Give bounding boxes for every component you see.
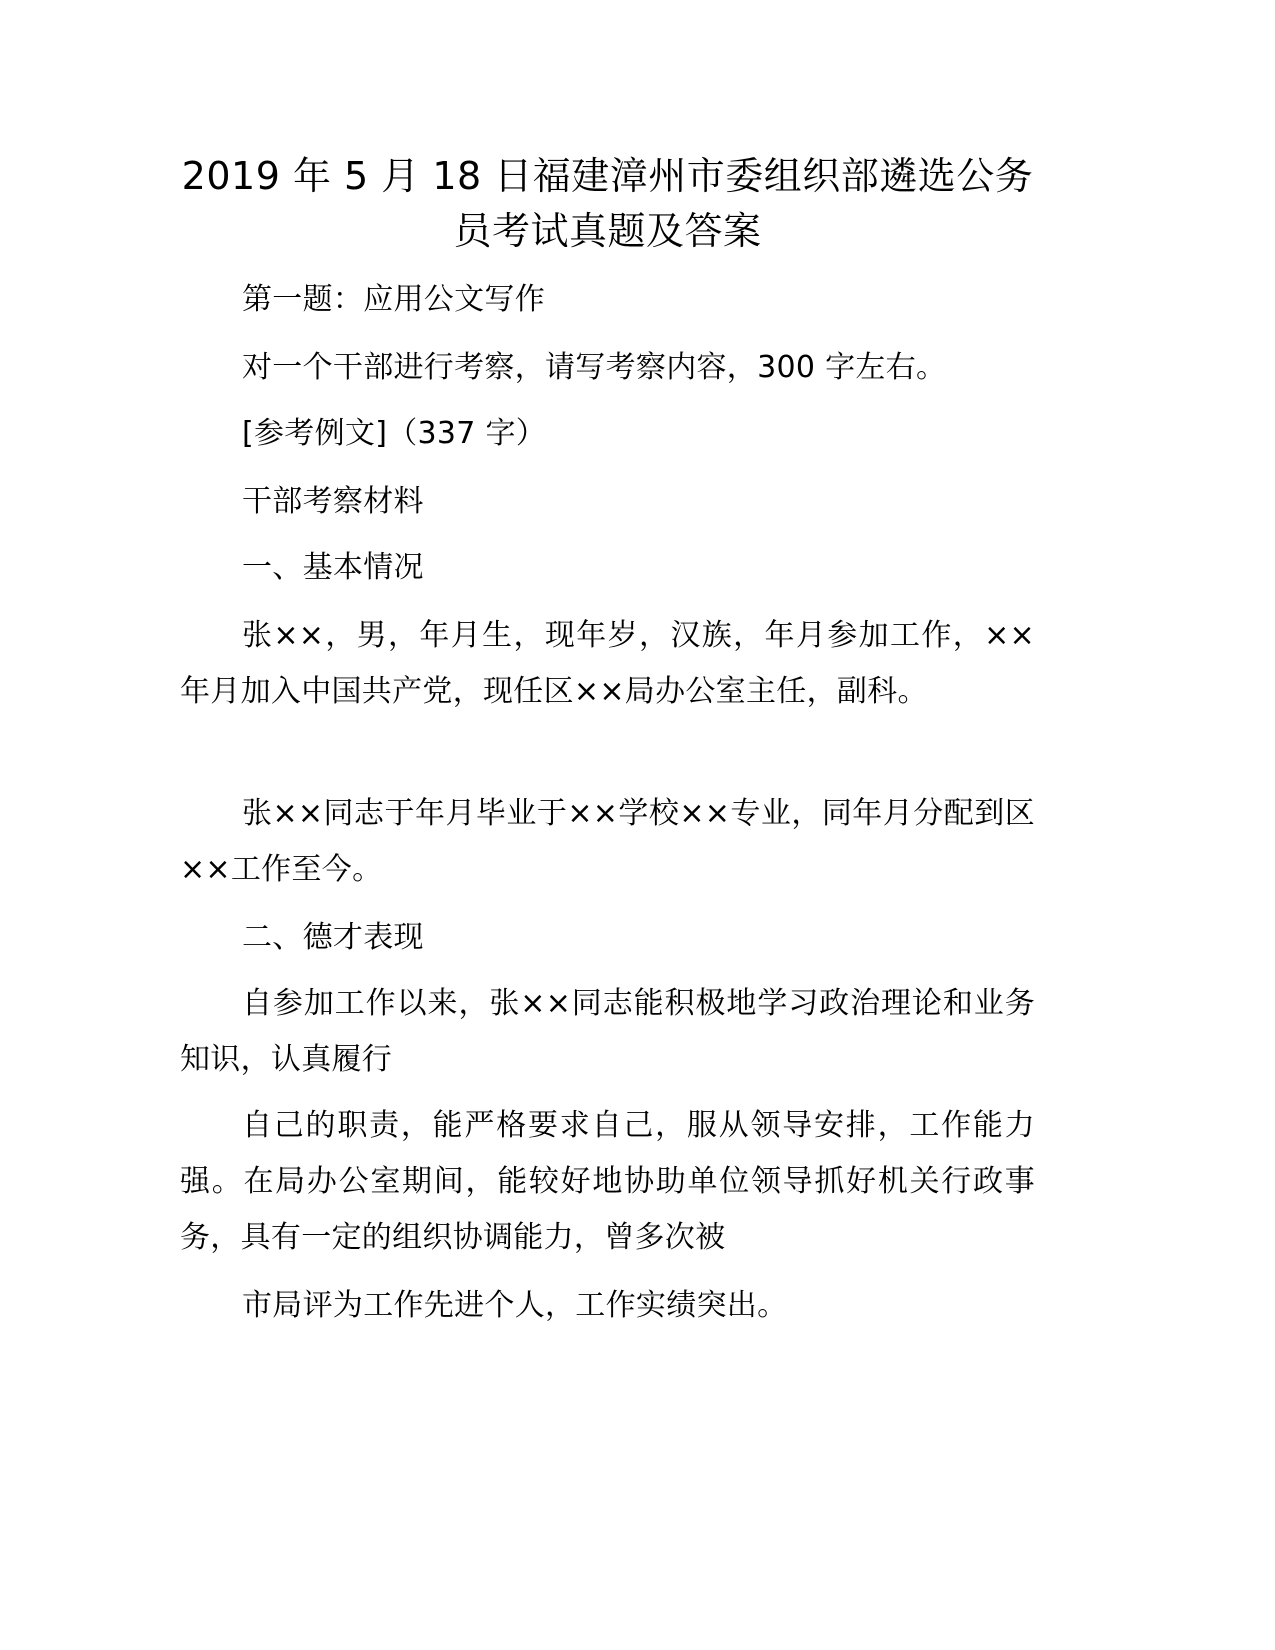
document-title-line-1: 2019 年 5 月 18 日福建漳州市委组织部遴选公务 (181, 154, 1034, 198)
body-paragraph: 市局评为工作先进个人，工作实绩突出。 (242, 1288, 788, 1323)
question-text: 对一个干部进行考察，请写考察内容，300 字左右。 (242, 350, 947, 385)
reference-sample-label: [参考例文]（337 字） (242, 416, 547, 451)
section-heading-basic: 一、基本情况 (242, 550, 424, 585)
question-heading: 第一题：应用公文写作 (242, 282, 545, 317)
body-paragraph: 自己的职责，能严格要求自己，服从领导安排，工作能力强。在局办公室期间，能较好地协助单位领导抓好机关行政事务，具有一定的组织协调能力，曾多次被 (180, 1108, 1035, 1255)
body-paragraph: 张××，男，年月生，现年岁，汉族，年月参加工作，××年月加入中国共产党，现任区××局办公室主任，副科。 (180, 618, 1035, 709)
section-heading-performance: 二、德才表现 (242, 920, 424, 955)
body-paragraph: 张××同志于年月毕业于××学校××专业，同年月分配到区××工作至今。 (180, 796, 1035, 887)
body-paragraph: 自参加工作以来，张××同志能积极地学习政治理论和业务知识，认真履行 (180, 986, 1035, 1077)
material-title: 干部考察材料 (242, 484, 424, 519)
document-title-line-2: 员考试真题及答案 (453, 209, 762, 253)
